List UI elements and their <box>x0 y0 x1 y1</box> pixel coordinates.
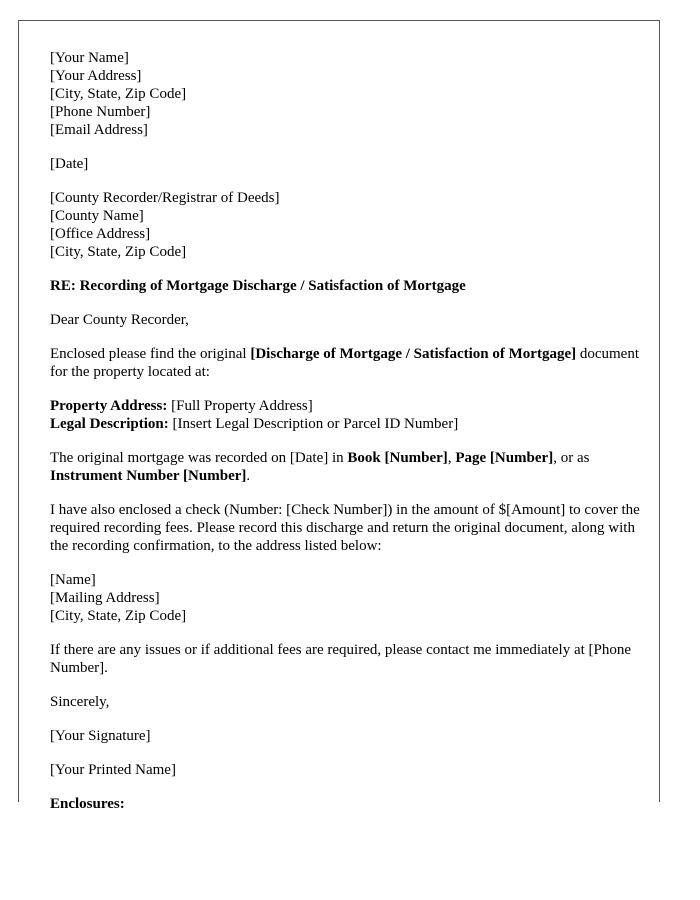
letter-page <box>18 20 660 812</box>
recording-book: Book [Number] <box>347 450 448 466</box>
closing: Sincerely, <box>50 694 110 710</box>
return-mailing-address: [Mailing Address] <box>50 590 160 606</box>
salutation: Dear County Recorder, <box>50 312 189 328</box>
enclosures-label: Enclosures: <box>50 796 125 812</box>
property-address-value: [Full Property Address] <box>167 398 313 414</box>
enclosures-line <box>50 795 640 813</box>
legal-description-label: Legal Description: <box>50 416 169 432</box>
recipient-office-address: [Office Address] <box>50 226 151 242</box>
return-name: [Name] <box>50 572 96 588</box>
letter-date: [Date] <box>50 156 89 172</box>
intro-document-name: [Discharge of Mortgage / Satisfaction of Mortgage] <box>250 346 577 362</box>
recipient-county: [County Name] <box>50 208 144 224</box>
sender-block <box>50 49 640 139</box>
recipient-city-state-zip: [City, State, Zip Code] <box>50 244 187 260</box>
return-city-state-zip: [City, State, Zip Code] <box>50 608 187 624</box>
property-block <box>50 397 640 433</box>
recording-instrument: Instrument Number [Number] <box>50 468 247 484</box>
recording-sep2: , or as <box>553 450 590 466</box>
recording-page: Page [Number] <box>455 450 554 466</box>
recording-sep1: , <box>447 450 456 466</box>
recording-end: . <box>246 468 251 484</box>
property-address-line <box>50 397 640 415</box>
recording-paragraph <box>50 449 640 485</box>
recipient-block <box>50 189 640 261</box>
subject-line <box>50 277 640 295</box>
printed-name: [Your Printed Name] <box>50 762 176 778</box>
sender-email: [Email Address] <box>50 122 148 138</box>
sender-address: [Your Address] <box>50 68 142 84</box>
letter-body <box>50 49 640 829</box>
intro-suffix: document for the property located at: <box>50 346 640 380</box>
property-address-label: Property Address: <box>50 398 168 414</box>
contact-paragraph: If there are any issues or if additional fees are required, please contact me immediately at [Phone Number]. <box>50 642 632 676</box>
payment-paragraph: I have also enclosed a check (Number: [Check Number]) in the amount of $[Amount] to cover the required recording fees. Please record this discharge and return the original document, along with the recording confirmation, to the address listed below: <box>50 502 640 554</box>
recipient-title: [County Recorder/Registrar of Deeds] <box>50 190 280 206</box>
recording-prefix: The original mortgage was recorded on [Date] in <box>50 450 348 466</box>
subject-text: RE: Recording of Mortgage Discharge / Satisfaction of Mortgage <box>50 278 466 294</box>
legal-description-line <box>50 415 640 433</box>
sender-phone: [Phone Number] <box>50 104 151 120</box>
legal-description-value: [Insert Legal Description or Parcel ID Number] <box>168 416 459 432</box>
sender-city-state-zip: [City, State, Zip Code] <box>50 86 187 102</box>
signature: [Your Signature] <box>50 728 151 744</box>
return-address-block <box>50 571 640 625</box>
intro-prefix: Enclosed please find the original <box>50 346 251 362</box>
sender-name: [Your Name] <box>50 50 129 66</box>
intro-paragraph <box>50 345 640 381</box>
